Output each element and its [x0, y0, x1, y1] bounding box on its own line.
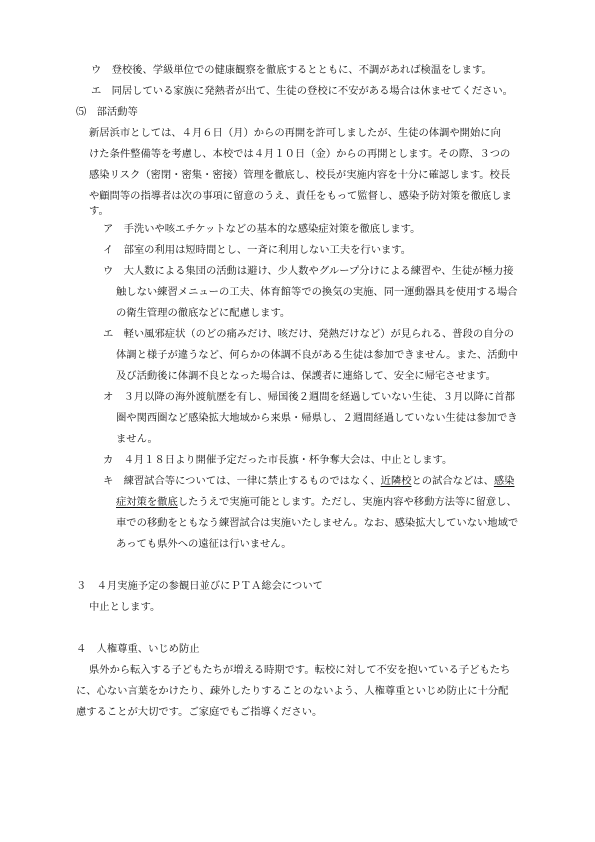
item-a-hand-washing: ア 手洗いや咳エチケットなどの基本的な感染症対策を徹底します。: [103, 223, 421, 235]
item-e-continuation: 及び活動後に体調不良となった場合は、保護者に連絡して、安全に帰宅させます。: [116, 370, 496, 382]
section-4-body: に、心ない言葉をかけたり、疎外したりすることのないよう、人権尊重といじめ防止に十分配: [76, 685, 509, 697]
section-4-body: 県外から転入する子どもたちが増える時期です。転校に対して不安を抱いている子どもたち: [89, 664, 511, 676]
paragraph-line: 新居浜市としては、４月６日（月）からの再開を許可しましたが、生徒の体調や開始に向: [89, 127, 501, 139]
underlined-text: 感染: [493, 475, 515, 487]
item-u-continuation: 触しない練習メニューの工夫、体育館等での換気の実施、同一運動器具を使用する場合: [116, 286, 518, 298]
section-4-body: 慮することが大切です。ご家庭でもご指導ください。: [76, 706, 323, 718]
item-o-continuation: ません。: [116, 433, 158, 445]
item-u-health-check: ウ 登校後、学級単位での健康観察を徹底するとともに、不調があれば検温をします。: [91, 64, 492, 76]
item-o-continuation: 圏や関西圏など感染拡大地域から来県・帰県し、２週間経過していない生徒は参加でき: [116, 412, 518, 424]
text-run: との試合などは、: [411, 475, 494, 487]
paragraph-line: 感染リスク（密閉・密集・密接）管理を徹底し、校長が実施内容を十分に確認します。校長: [89, 169, 511, 181]
underlined-text: 症対策を徹底: [116, 496, 178, 508]
item-i-clubroom: イ 部室の利用は短時間とし、一斉に利用しない工夫を行います。: [103, 244, 412, 256]
paragraph-line: す。: [89, 205, 109, 217]
paragraph-line: や顧問等の指導者は次の事項に留意のうえ、責任をもって監督し、感染予防対策を徹底しま: [89, 190, 512, 202]
section-3-body: 中止とします。: [89, 601, 161, 613]
section-3-heading: ３ ４月実施予定の参観日並びにＰＴＡ総会について: [76, 580, 323, 592]
item-u-continuation: の衛生管理の徹底などに配慮します。: [116, 307, 291, 319]
section-4-heading: ４ 人権尊重、いじめ防止: [76, 643, 200, 655]
item-ka-tournament-cancel: カ ４月１８日より開催予定だった市長旗・杯争奪大会は、中止とします。: [103, 454, 453, 466]
item-ki-continuation: あっても県外への遠征は行いません。: [116, 538, 292, 550]
item-u-large-groups: ウ 大人数による集団の活動は避け、少人数やグループ分けによる練習や、生徒が極力接: [103, 265, 514, 277]
underlined-text: 近隣校: [380, 475, 412, 487]
text-run: キ 練習試合等については、一律に禁止するものではなく、: [103, 475, 381, 487]
item-ki-practice-matches: [103, 474, 514, 488]
text-run: したうえで実施可能とします。ただし、実施内容や移動方法等に留意し、: [177, 496, 517, 508]
item-e-continuation: 体調と様子が違うなど、何らかの体調不良がある生徒は参加できません。また、活動中: [116, 349, 519, 361]
item-e-family-fever: エ 同居している家族に発熱者が出て、生徒の登校に不安がある場合は休ませてください。: [91, 85, 513, 97]
item-e-cold-symptoms: エ 軽い風邪症状（のどの痛みだけ、咳だけ、発熱だけなど）が見られる、普段の自分の: [103, 328, 515, 340]
item-o-travel-history: オ ３月以降の海外渡航歴を有し、帰国後２週間を経過していない生徒、３月以降に首都: [103, 391, 515, 403]
item-ki-continuation: 車での移動をともなう練習試合は実施いたしません。なお、感染拡大していない地域で: [116, 517, 519, 529]
item-ki-continuation: [116, 495, 517, 509]
paragraph-line: けた条件整備等を考慮し、本校では４月１０日（金）からの再開とします。その際、３つの: [89, 148, 511, 160]
heading-club-activities: ⑸ 部活動等: [76, 106, 138, 118]
